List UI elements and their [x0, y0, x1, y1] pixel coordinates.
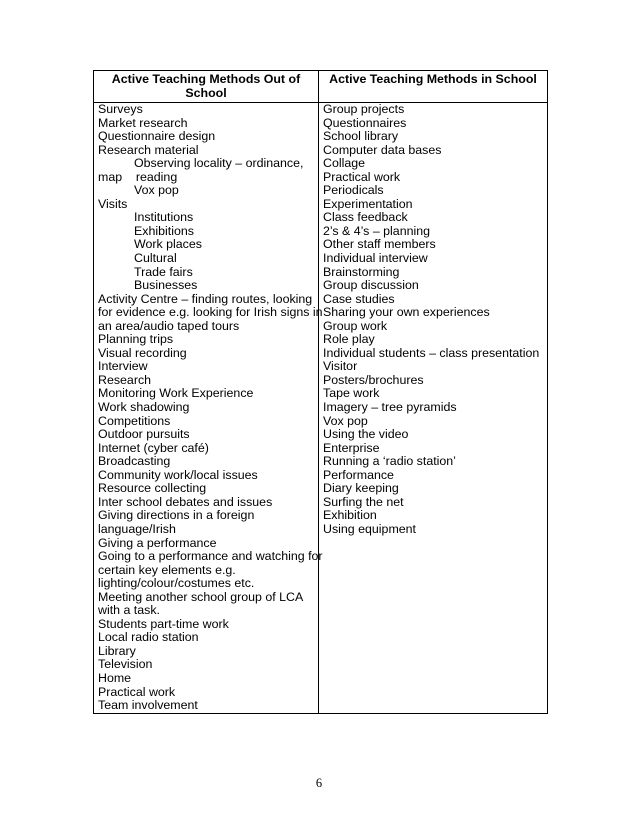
out-of-school-item: Library: [98, 643, 136, 658]
out-of-school-item: Cultural: [134, 251, 177, 266]
header-out-of-school: Active Teaching Methods Out of School: [94, 71, 319, 103]
out-of-school-item: Work places: [134, 237, 202, 252]
out-of-school-item: map reading: [98, 169, 178, 184]
out-of-school-item: Institutions: [134, 210, 194, 225]
out-of-school-item: an area/audio taped tours: [98, 318, 240, 333]
out-of-school-item: Community work/local issues: [98, 467, 258, 482]
out-of-school-item: Team involvement: [98, 698, 198, 713]
table-row: [94, 103, 548, 714]
out-of-school-item: Visits: [98, 196, 128, 211]
in-school-item: Running a ‘radio station’: [323, 454, 456, 469]
out-of-school-item: Surveys: [98, 102, 143, 116]
in-school-item: Periodicals: [323, 183, 384, 198]
in-school-item: Practical work: [323, 169, 401, 184]
out-of-school-item: Giving directions in a foreign: [98, 508, 255, 523]
out-of-school-item: for evidence e.g. looking for Irish signs in: [98, 305, 323, 320]
out-of-school-item: Students part-time work: [98, 616, 229, 631]
out-of-school-item: Interview: [98, 359, 148, 374]
in-school-item: Posters/brochures: [323, 372, 424, 387]
out-of-school-item: Vox pop: [134, 183, 179, 198]
out-of-school-item: Monitoring Work Experience: [98, 386, 254, 401]
in-school-item: Using the video: [323, 427, 409, 442]
in-school-item: Group discussion: [323, 278, 419, 293]
in-school-item: 2’s & 4’s – planning: [323, 223, 431, 238]
out-of-school-item: Research material: [98, 142, 199, 157]
out-of-school-list: [94, 102, 323, 714]
in-school-item: Computer data bases: [323, 142, 442, 157]
out-of-school-item: Activity Centre – finding routes, looking: [98, 291, 313, 306]
in-school-item: Individual interview: [323, 251, 428, 266]
in-school-item: Questionnaires: [323, 115, 407, 130]
in-school-item: Visitor: [323, 359, 358, 374]
out-of-school-item: Trade fairs: [134, 264, 193, 279]
in-school-item: Group work: [323, 318, 388, 333]
in-school-item: School library: [323, 129, 399, 144]
in-school-item: Diary keeping: [323, 481, 399, 496]
out-of-school-item: Work shadowing: [98, 400, 190, 415]
out-of-school-item: Meeting another school group of LCA: [98, 589, 304, 604]
in-school-item: Collage: [323, 156, 366, 171]
in-school-item: Performance: [323, 467, 394, 482]
table-header: [94, 71, 548, 103]
out-of-school-item: Businesses: [134, 278, 198, 293]
in-school-item: Using equipment: [323, 521, 416, 536]
header-row: [94, 71, 548, 103]
out-of-school-item: Giving a performance: [98, 535, 217, 550]
in-school-item: Brainstorming: [323, 264, 400, 279]
out-of-school-item: language/Irish: [98, 521, 176, 536]
out-of-school-item: Practical work: [98, 684, 176, 699]
in-school-item: Other staff members: [323, 237, 436, 252]
in-school-item: Individual students – class presentation: [323, 345, 540, 360]
out-of-school-item: Resource collecting: [98, 481, 207, 496]
in-school-item: Experimentation: [323, 196, 413, 211]
out-of-school-item: Local radio station: [98, 630, 199, 645]
out-of-school-item: Home: [98, 670, 132, 685]
out-of-school-item: Market research: [98, 115, 188, 130]
in-school-item: Tape work: [323, 386, 380, 401]
out-of-school-item: Going to a performance and watching for: [98, 549, 323, 564]
out-of-school-item: with a task.: [98, 603, 160, 618]
out-of-school-item: Internet (cyber café): [98, 440, 209, 455]
teaching-methods-table: [93, 70, 548, 714]
out-of-school-item: Competitions: [98, 413, 171, 428]
out-of-school-item: Outdoor pursuits: [98, 427, 190, 442]
header-in-school: Active Teaching Methods in School: [319, 71, 548, 103]
out-of-school-item: Broadcasting: [98, 454, 171, 469]
in-school-item: Imagery – tree pyramids: [323, 400, 457, 415]
in-school-item: Role play: [323, 332, 375, 347]
in-school-item: Group projects: [323, 102, 405, 116]
out-of-school-item: Inter school debates and issues: [98, 494, 273, 509]
out-of-school-item: lighting/colour/costumes etc.: [98, 576, 255, 591]
in-school-item: Class feedback: [323, 210, 408, 225]
in-school-item: Case studies: [323, 291, 395, 306]
in-school-item: Exhibition: [323, 508, 377, 523]
out-of-school-item: Visual recording: [98, 345, 187, 360]
out-of-school-item: Television: [98, 657, 153, 672]
in-school-item: Surfing the net: [323, 494, 404, 509]
out-of-school-item: Planning trips: [98, 332, 174, 347]
page-number: 6: [315, 776, 323, 790]
in-school-item: Vox pop: [323, 413, 368, 428]
in-school-list: [319, 103, 548, 714]
out-of-school-item: Observing locality – ordinance,: [134, 156, 304, 171]
out-of-school-item: certain key elements e.g.: [98, 562, 236, 577]
in-school-item: Sharing your own experiences: [323, 305, 490, 320]
in-school-item: Enterprise: [323, 440, 380, 455]
out-of-school-item: Exhibitions: [134, 223, 194, 238]
out-of-school-item: Questionnaire design: [98, 129, 216, 144]
out-of-school-item: Research: [98, 372, 152, 387]
